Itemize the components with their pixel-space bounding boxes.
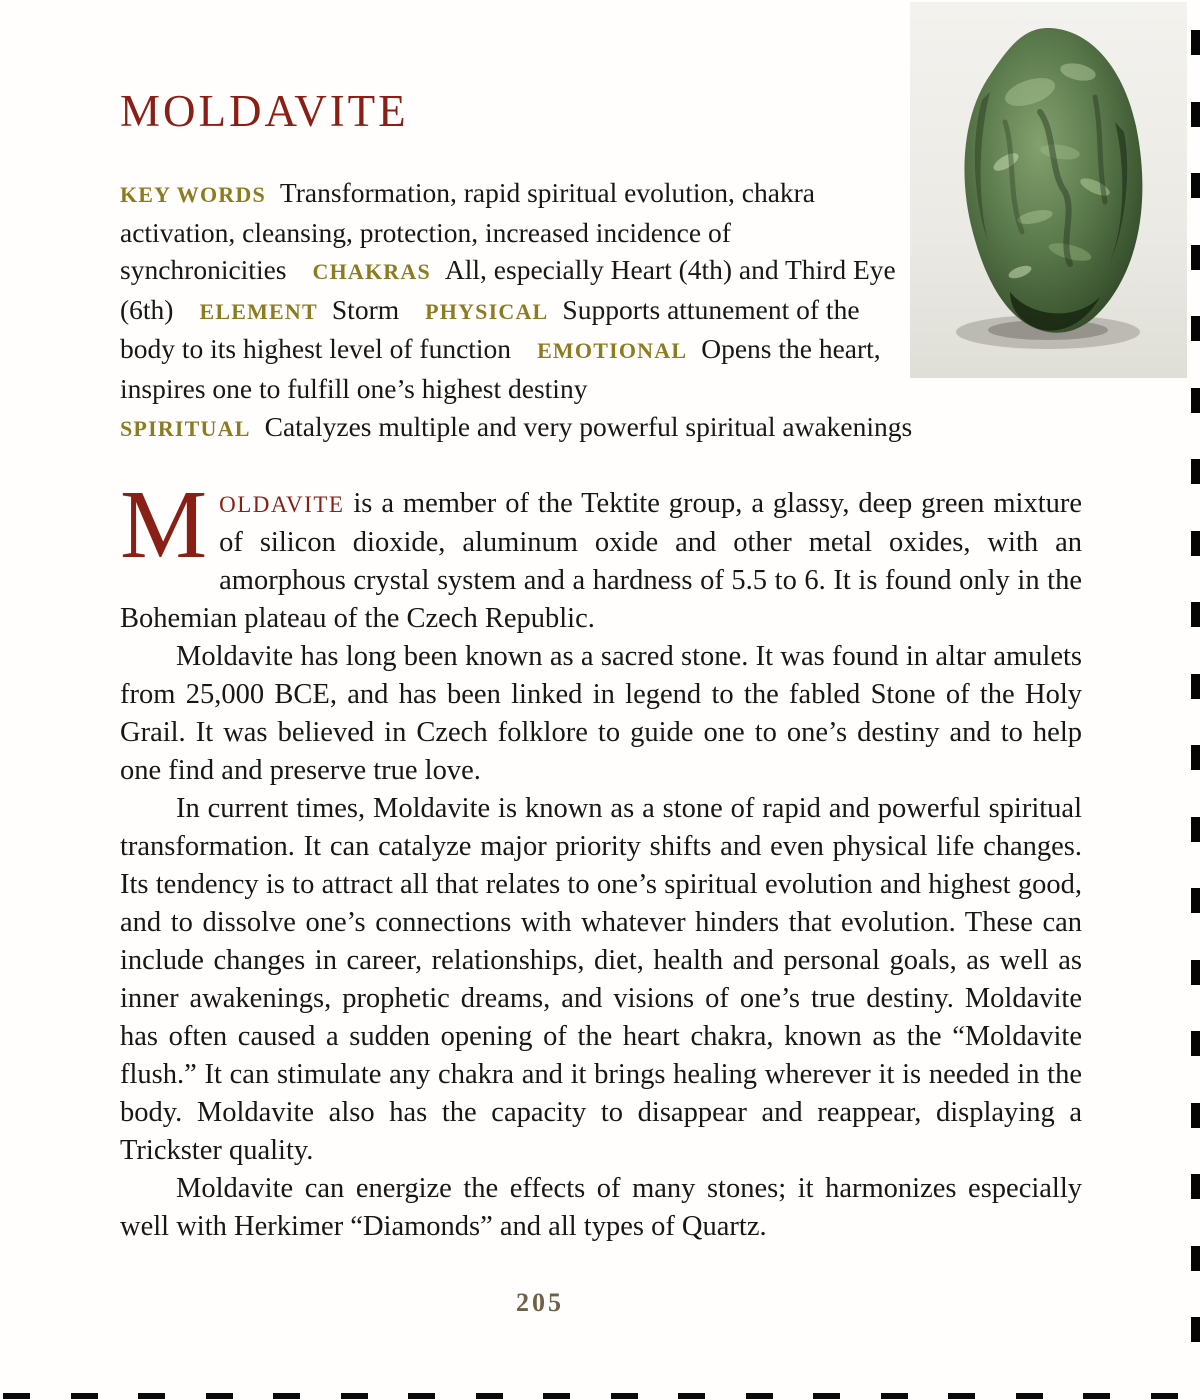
scan-mark-bottom-dash: [1016, 1393, 1043, 1399]
scan-mark-right-tick: [1191, 1246, 1200, 1271]
paragraph-1-text: is a member of the Tektite group, a glassy, deep green mixture of silicon dioxide, aluminum oxide and other metal oxides, with an amorphous crystal system and a hardness of 5.5 to 6. It is found only in the Bohemian plateau of the Czech Republic.: [120, 488, 1082, 635]
attr-label-key-words: KEY WORDS: [120, 182, 266, 207]
paragraph-2: Moldavite has long been known as a sacred stone. It was found in altar amulets from 25,000 BCE, and has been linked in legend to the fabled Stone of the Holy Grail. It was believed in Czech folklore to guide one to one’s destiny and to help one find and preserve true love.: [120, 641, 1082, 787]
scan-mark-bottom-dash: [881, 1393, 908, 1399]
scan-mark-bottom-dash: [1083, 1393, 1110, 1399]
paragraph-1: [120, 471, 1082, 638]
scan-mark-right-tick: [1191, 602, 1200, 627]
scan-mark-bottom-dash: [476, 1393, 503, 1399]
scan-mark-bottom-dash: [746, 1393, 773, 1399]
scan-mark-bottom-dash: [813, 1393, 840, 1399]
attr-label-spiritual: SPIRITUAL: [120, 415, 251, 441]
scan-mark-bottom-dash: [611, 1393, 638, 1399]
attr-text-physical: Supports attunement of the body to its highest level of function: [120, 293, 860, 365]
scan-mark-bottom-dash: [3, 1393, 30, 1399]
attr-label-element: ELEMENT: [199, 298, 318, 324]
scan-mark-bottom-dash: [948, 1393, 975, 1399]
scan-mark-right-tick: [1191, 316, 1200, 341]
scan-mark-right-tick: [1191, 459, 1200, 484]
text-column: [120, 0, 1082, 1246]
paragraph-3: In current times, Moldavite is known as a stone of rapid and powerful spiritual transformation. It can catalyze major priority shifts and even physical life changes. Its tendency is to attract all that relates to one’s spiritual evolution and highest good, and to dissolve one’s connections with whatever hinders that evolution. These can include changes in career, relationships, diet, health and personal goals, as well as inner awakenings, prophetic dreams, and visions of one’s true destiny. Moldavite has often caused a sudden opening of the heart chakra, known as the “Moldavite flush.” It can stimulate any chakra and it brings healing wherever it is needed in the body. Moldavite also has the capacity to disappear and reappear, displaying a Trickster quality.: [120, 793, 1082, 1167]
scan-mark-right-tick: [1191, 388, 1200, 413]
photo-spacer: [908, 0, 1082, 382]
scan-mark-bottom-dash: [408, 1393, 435, 1399]
scan-mark-right-tick: [1191, 102, 1200, 127]
attr-label-emotional: EMOTIONAL: [537, 338, 688, 364]
scan-mark-right-tick: [1191, 745, 1200, 770]
page-number: 205: [516, 1288, 564, 1317]
attr-text-emotional: Opens the heart, inspires one to fulfill one’s highest destiny: [120, 333, 881, 404]
attr-text-chakras: All, especially Heart (4th) and Third Eye (6th): [120, 254, 896, 325]
scan-mark-bottom-dash: [273, 1393, 300, 1399]
scan-mark-right-tick: [1191, 1174, 1200, 1199]
scan-mark-right-tick: [1191, 1103, 1200, 1128]
attr-text-element: Storm: [331, 293, 400, 325]
scan-mark-bottom-dash: [206, 1393, 233, 1399]
paragraph-4: Moldavite can energize the effects of many stones; it harmonizes especially well with Herkimer “Diamonds” and all types of Quartz.: [120, 1173, 1082, 1243]
scan-mark-right-tick: [1191, 1031, 1200, 1056]
scan-mark-right-tick: [1191, 960, 1200, 985]
scan-mark-right-tick: [1191, 173, 1200, 198]
page-title: MOLDAVITE: [120, 86, 409, 136]
scan-mark-bottom-dash: [138, 1393, 165, 1399]
scan-mark-bottom-dash: [341, 1393, 368, 1399]
attr-label-physical: PHYSICAL: [425, 298, 549, 324]
scan-mark-right-tick: [1191, 888, 1200, 913]
scan-mark-right-tick: [1191, 30, 1200, 55]
attr-text-key-words: Transformation, rapid spiritual evolution, chakra activation, cleansing, protection, increased incidence of synchronicities: [120, 177, 816, 286]
scan-mark-bottom-dash: [1151, 1393, 1178, 1399]
scan-mark-bottom-dash: [678, 1393, 705, 1399]
body-text: [120, 471, 1082, 1246]
scan-mark-right-tick: [1191, 245, 1200, 270]
scan-mark-bottom-dash: [543, 1393, 570, 1399]
lead-word-smallcaps: OLDAVITE: [219, 492, 345, 518]
scan-mark-right-tick: [1191, 674, 1200, 699]
scan-mark-right-tick: [1191, 817, 1200, 842]
scan-mark-right-tick: [1191, 1317, 1200, 1342]
attr-text-spiritual: Catalyzes multiple and very powerful spiritual awakenings: [264, 410, 913, 442]
scan-mark-right-tick: [1191, 531, 1200, 556]
drop-cap: M: [120, 471, 208, 580]
attr-label-chakras: CHAKRAS: [312, 259, 431, 285]
scan-mark-bottom-dash: [71, 1393, 98, 1399]
